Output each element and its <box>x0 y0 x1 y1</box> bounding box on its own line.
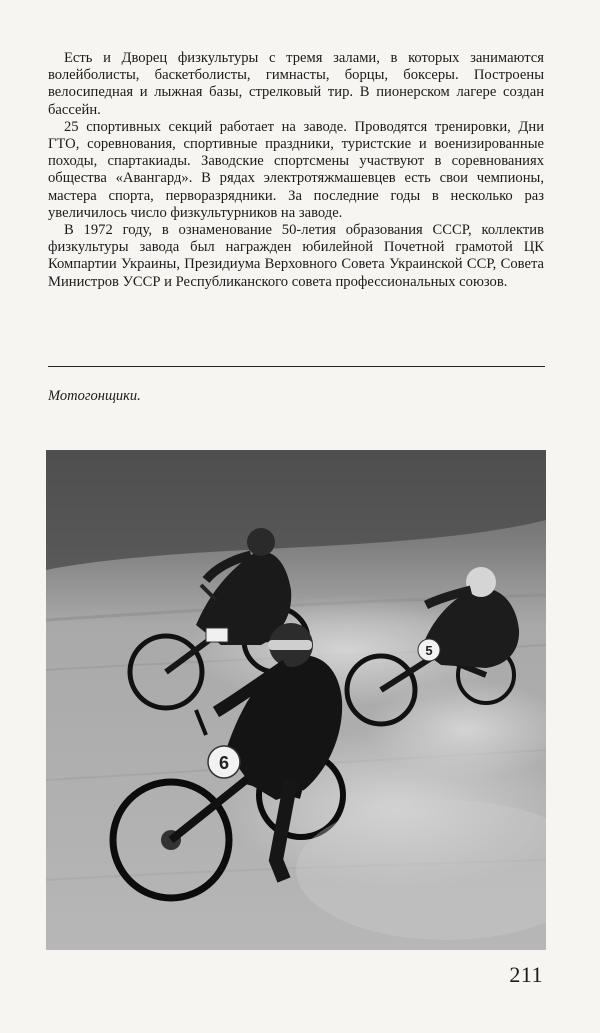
rider-right-number: 5 <box>425 643 433 658</box>
page-number: 211 <box>509 962 543 987</box>
rider-front-number: 6 <box>218 753 230 773</box>
body-text <box>48 50 544 291</box>
paragraph-2: 25 спортивных секций работает на заводе. Проводятся тренировки, Дни ГТО, соревнования, спортивные праздники, туристские и военизированные походы, спартакиады. Заводские спортсмены участвуют в соревнованиях общества «Авангард». В рядах электротяжмашевцев есть свои чемпионы, мастера спорта, перворазрядники. За последние годы в несколько раз увеличилось число физкультурников на заводе. <box>48 118 544 221</box>
horizontal-rule <box>48 366 545 367</box>
motorcycle-racers-photo <box>46 450 546 950</box>
paragraph-1: Есть и Дворец физкультуры с тремя залами, в которых занимаются волейболисты, баскетболисты, гимнасты, борцы, боксеры. Построены велосипедная и лыжная базы, стрелковый тир. В пионерском лагере создан бассейн. <box>48 50 544 118</box>
photo-caption: Мотогонщики. <box>48 388 141 404</box>
paragraph-3: В 1972 году, в ознаменование 50-летия образования СССР, коллектив физкультуры завода был награжден юбилейной Почетной грамотой ЦК Компартии Украины, Президиума Верховного Совета Украинской ССР, Совета Министров УССР и Республиканского совета профессиональных союзов. <box>48 222 544 290</box>
